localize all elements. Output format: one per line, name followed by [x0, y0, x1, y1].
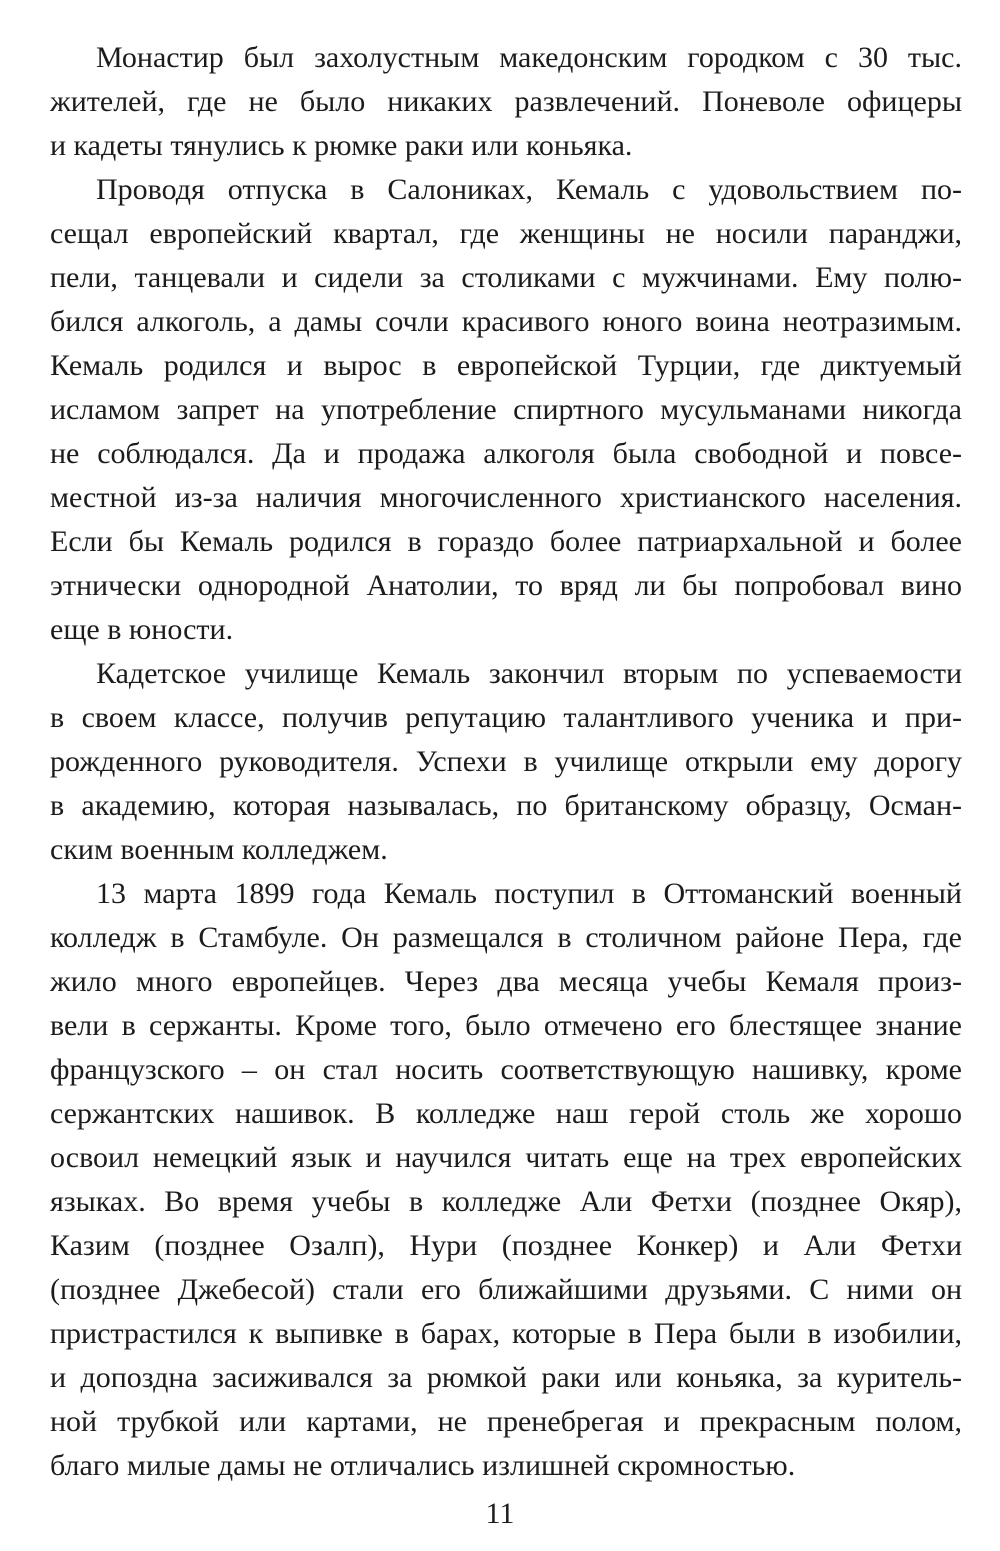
paragraph-4-line-5: французского – он стал носить соответствующую нашивку, кроме: [50, 1053, 962, 1086]
page-number: 11: [485, 1497, 515, 1530]
paragraph-2-line-5: Кемаль родился и вырос в европейской Турции, где диктуемый: [50, 349, 962, 382]
paragraph-3-line-5: ским военным колледжем.: [50, 833, 388, 866]
paragraph-4-line-8: языках. Во время учебы в колледже Али Фетхи (позднее Окяр),: [50, 1185, 962, 1218]
paragraph-4-line-10: (позднее Джебесой) стали его ближайшими друзьями. С ними он: [50, 1273, 962, 1306]
paragraph-2-line-3: пели, танцевали и сидели за столиками с мужчинами. Ему полю-: [50, 261, 962, 294]
paragraph-3-line-2: в своем классе, получив репутацию талантливого ученика и при-: [50, 701, 962, 734]
paragraph-1-line-1: Монастир был захолустным македонским городком с 30 тыс.: [96, 41, 962, 74]
paragraph-2-line-7: не соблюдался. Да и продажа алкоголя была свободной и повсе-: [50, 437, 962, 470]
paragraph-2-line-6: исламом запрет на употребление спиртного мусульманами никогда: [50, 393, 962, 426]
paragraph-4-line-1: 13 марта 1899 года Кемаль поступил в Оттоманский военный: [96, 877, 962, 910]
paragraph-4-line-7: освоил немецкий язык и научился читать еще на трех европейских: [50, 1141, 962, 1174]
paragraph-4-line-6: сержантских нашивок. В колледже наш герой столь же хорошо: [50, 1097, 962, 1130]
paragraph-4-line-3: жило много европейцев. Через два месяца учебы Кемаля произ-: [50, 965, 962, 998]
paragraph-2-line-11: еще в юности.: [50, 613, 234, 646]
paragraph-3-line-3: рожденного руководителя. Успехи в училище открыли ему дорогу: [50, 745, 962, 778]
paragraph-4-line-9: Казим (позднее Озалп), Нури (позднее Конкер) и Али Фетхи: [50, 1229, 962, 1262]
paragraph-4-line-14: благо милые дамы не отличались излишней скромностью.: [50, 1449, 796, 1482]
paragraph-3-line-4: в академию, которая называлась, по британскому образцу, Осман-: [50, 789, 962, 822]
paragraph-2-line-8: местной из-за наличия многочисленного христианского населения.: [50, 481, 962, 514]
paragraph-4-line-4: вели в сержанты. Кроме того, было отмечено его блестящее знание: [50, 1009, 962, 1042]
paragraph-4-line-2: колледж в Стамбуле. Он размещался в столичном районе Пера, где: [50, 921, 962, 954]
paragraph-1-line-2: жителей, где не было никаких развлечений. Поневоле офицеры: [50, 85, 962, 118]
paragraph-4-line-12: и допоздна засиживался за рюмкой раки или коньяка, за куритель-: [50, 1361, 962, 1394]
paragraph-2-line-10: этнически однородной Анатолии, то вряд ли бы попробовал вино: [50, 569, 962, 602]
paragraph-2-line-4: бился алкоголь, а дамы сочли красивого юного воина неотразимым.: [50, 305, 962, 338]
paragraph-4-line-11: пристрастился к выпивке в барах, которые в Пера были в изобилии,: [50, 1317, 962, 1350]
paragraph-4-line-13: ной трубкой или картами, не пренебрегая и прекрасным полом,: [50, 1405, 962, 1438]
paragraph-2-line-2: сещал европейский квартал, где женщины не носили паранджи,: [50, 217, 962, 250]
paragraph-3-line-1: Кадетское училище Кемаль закончил вторым по успеваемости: [96, 657, 962, 690]
paragraph-2-line-9: Если бы Кемаль родился в гораздо более патриархальной и более: [50, 525, 962, 558]
paragraph-1-line-3: и кадеты тянулись к рюмке раки или коньяка.: [50, 129, 633, 162]
paragraph-2-line-1: Проводя отпуска в Салониках, Кемаль с удовольствием по-: [96, 173, 962, 206]
